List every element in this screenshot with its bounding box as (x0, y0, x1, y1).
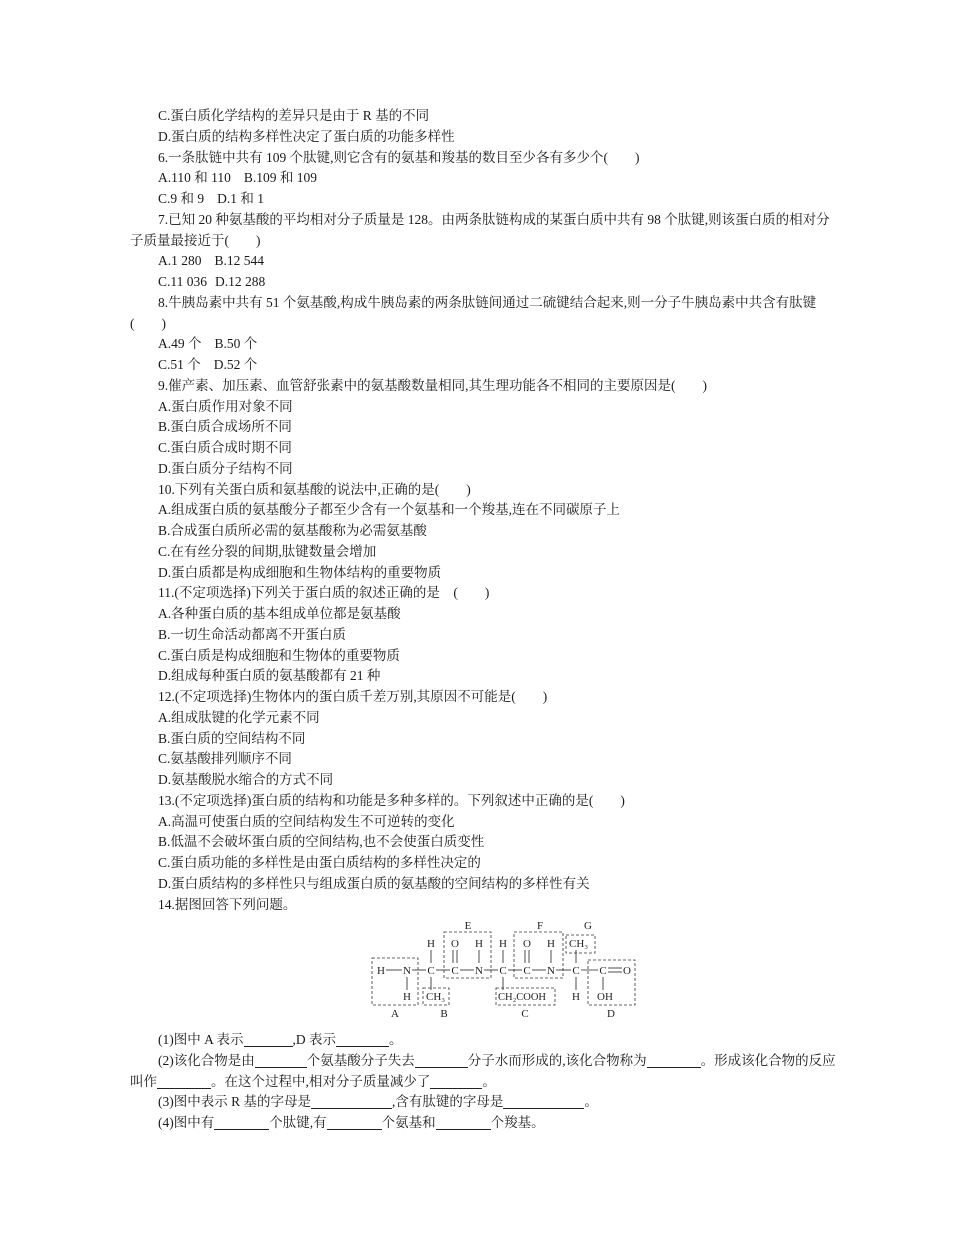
option: C.氨基酸排列顺序不同 (158, 751, 292, 767)
option: D.氨基酸脱水缩合的方式不同 (158, 772, 334, 787)
atom: O (451, 938, 459, 950)
question-stem-continued: ( ) (130, 315, 166, 331)
question-stem: 10.下列有关蛋白质和氨基酸的说法中,正确的是( ) (158, 481, 471, 497)
question-stem: 7.已知 20 种氨基酸的平均相对分子质量是 128。由两条肽链构成的某蛋白质中共有 98 个肽键,则该蛋白质的相对分 (158, 211, 830, 227)
sub-question-text: 个氨基酸分子失去 (306, 1052, 415, 1068)
option-row (130, 251, 860, 272)
group-label: B (440, 1008, 448, 1020)
option: A.组成肽键的化学元素不同 (158, 709, 320, 725)
answer-blank (430, 1075, 482, 1089)
option: D.1 和 1 (217, 191, 265, 206)
atom: N (403, 965, 411, 977)
option: B.蛋白质合成场所不同 (158, 419, 292, 435)
option: B.12 544 (214, 253, 265, 269)
option: A.49 个 (158, 336, 202, 352)
sub-question (130, 1030, 860, 1051)
option: B.50 个 (214, 336, 258, 352)
option: C.蛋白质是构成细胞和生物体的重要物质 (158, 647, 400, 663)
option-row (130, 189, 860, 210)
answer-blank (647, 1054, 701, 1068)
continued-option: C.蛋白质化学结构的差异只是由于 R 基的不同 (158, 108, 430, 123)
atom: H (475, 938, 483, 950)
question-stem: 13.(不定项选择)蛋白质的结构和功能是多种多样的。下列叙述中正确的是( ) (158, 792, 625, 808)
sub-question-text: 。形成该化合物的反应 (700, 1052, 836, 1068)
option: A.1 280 (158, 253, 202, 269)
answer-blank (436, 1116, 491, 1130)
answer-blank (311, 1095, 392, 1109)
question-list (130, 106, 860, 915)
sub-question-text: 叫作 (130, 1073, 157, 1089)
atom: C (572, 965, 580, 977)
group-label: G (584, 920, 592, 932)
question-stem: 8.牛胰岛素中共有 51 个氨基酸,构成牛胰岛素的两条肽链间通过二硫键结合起来,则一分子牛胰岛素中共含有肽键 (158, 294, 817, 310)
option: D.蛋白质结构的多样性只与组成蛋白质的氨基酸的空间结构的多样性有关 (158, 875, 590, 891)
group-label: A (391, 1008, 399, 1020)
atom: C (499, 965, 507, 977)
tripeptide-structure-diagram (360, 912, 650, 1024)
group-label: C (521, 1008, 529, 1020)
atom: C (523, 965, 531, 977)
option: C.在有丝分裂的间期,肽键数量会增加 (158, 543, 377, 559)
answer-blank (157, 1075, 211, 1089)
option: B.蛋白质的空间结构不同 (158, 730, 306, 746)
option: D.12 288 (215, 274, 266, 289)
sub-question-text: (4)图中有 (158, 1115, 215, 1130)
question-stem: 6.一条肽链中共有 109 个肽键,则它含有的氨基和羧基的数目至少各有多少个( ) (158, 149, 640, 165)
answer-blank (214, 1116, 269, 1130)
option: C.9 和 9 (158, 191, 205, 206)
sub-question-text: 个氨基和 (381, 1115, 436, 1130)
sub-question-text: ,D 表示 (292, 1032, 336, 1047)
atom: N (547, 965, 555, 977)
option: C.蛋白质功能的多样性是由蛋白质结构的多样性决定的 (158, 855, 481, 870)
option: D.组成每种蛋白质的氨基酸都有 21 种 (158, 668, 381, 684)
sub-question-text: 。在这个过程中,相对分子质量减少了 (211, 1073, 431, 1089)
sub-question-list (130, 1030, 860, 1134)
sub-question-text: (3)图中表示 R 基的字母是 (158, 1094, 311, 1110)
question-stem-continued: 子质量最接近于( ) (130, 232, 261, 248)
question-stem: 14.据图回答下列问题。 (158, 896, 297, 912)
atom: N (475, 965, 483, 977)
atom: O (623, 965, 631, 977)
r-group: CH₃ (569, 938, 589, 950)
option-row (130, 272, 860, 293)
atom: H (403, 991, 411, 1003)
atom: C (599, 965, 607, 977)
option: B.109 和 109 (243, 170, 318, 186)
option-row (130, 355, 860, 376)
option: D.52 个 (213, 357, 258, 372)
atom: H (499, 938, 507, 950)
atom: H (572, 991, 580, 1003)
option: A.组成蛋白质的氨基酸分子都至少含有一个氨基和一个羧基,连在不同碳原子上 (158, 502, 620, 518)
option: B.合成蛋白质所必需的氨基酸称为必需氨基酸 (158, 523, 427, 538)
atom: O (523, 938, 531, 950)
sub-question (130, 1051, 860, 1072)
group-label: D (607, 1008, 615, 1020)
atom: OH (597, 991, 613, 1003)
question-stem: 9.催产素、加压素、血管舒张素中的氨基酸数量相同,其生理功能各不相同的主要原因是( ) (158, 377, 707, 393)
answer-blank (503, 1095, 584, 1109)
atom: H (547, 938, 555, 950)
option: A.蛋白质作用对象不同 (158, 398, 293, 414)
option: B.一切生命活动都离不开蛋白质 (158, 626, 346, 642)
sub-question-text: 个羧基。 (490, 1115, 545, 1130)
question-stem: 11.(不定项选择)下列关于蛋白质的叙述正确的是 ( ) (158, 585, 490, 601)
option: D.蛋白质分子结构不同 (158, 460, 293, 476)
sub-question-text: 。 (482, 1073, 496, 1089)
option: D.蛋白质都是构成细胞和生物体结构的重要物质 (158, 564, 442, 580)
question-stem: 12.(不定项选择)生物体内的蛋白质千差万别,其原因不可能是( ) (158, 689, 548, 704)
answer-blank (244, 1033, 293, 1047)
sub-question-text: 。 (389, 1032, 403, 1047)
option: C.51 个 (158, 357, 201, 372)
group-box-f (514, 932, 563, 978)
answer-blank (415, 1054, 468, 1068)
option: C.蛋白质合成时期不同 (158, 440, 292, 455)
atom: C (427, 965, 435, 977)
sub-question-text: (2)该化合物是由 (158, 1052, 255, 1068)
sub-question (130, 1113, 860, 1134)
r-group: CH₃ (426, 991, 446, 1003)
sub-question-text: 分子水而形成的,该化合物称为 (467, 1052, 647, 1068)
group-label: E (464, 920, 472, 932)
answer-blank (327, 1116, 382, 1130)
sub-question-text: (1)图中 A 表示 (158, 1032, 244, 1047)
group-label: F (536, 920, 544, 932)
option: A.各种蛋白质的基本组成单位都是氨基酸 (158, 606, 401, 621)
sub-question-continued (130, 1072, 860, 1093)
r-group: CH₂COOH (498, 992, 546, 1003)
answer-blank (336, 1033, 389, 1047)
option-row (130, 168, 860, 189)
atom: H (377, 965, 385, 977)
option: C.11 036 (158, 274, 208, 289)
sub-question (130, 1092, 860, 1113)
option: B.低温不会破坏蛋白质的空间结构,也不会使蛋白质变性 (158, 834, 485, 850)
sub-question-text: 个肽键,有 (269, 1115, 327, 1130)
option: A.高温可使蛋白质的空间结构发生不可逆转的变化 (158, 813, 455, 829)
sub-question-text: 。 (584, 1094, 598, 1110)
atom: H (427, 938, 435, 950)
sub-question-text: ,含有肽键的字母是 (392, 1094, 504, 1110)
answer-blank (255, 1054, 307, 1068)
option: A.110 和 110 (158, 170, 231, 186)
atom: C (451, 965, 459, 977)
option-row (130, 334, 860, 355)
continued-option: D.蛋白质的结构多样性决定了蛋白质的功能多样性 (158, 128, 455, 144)
